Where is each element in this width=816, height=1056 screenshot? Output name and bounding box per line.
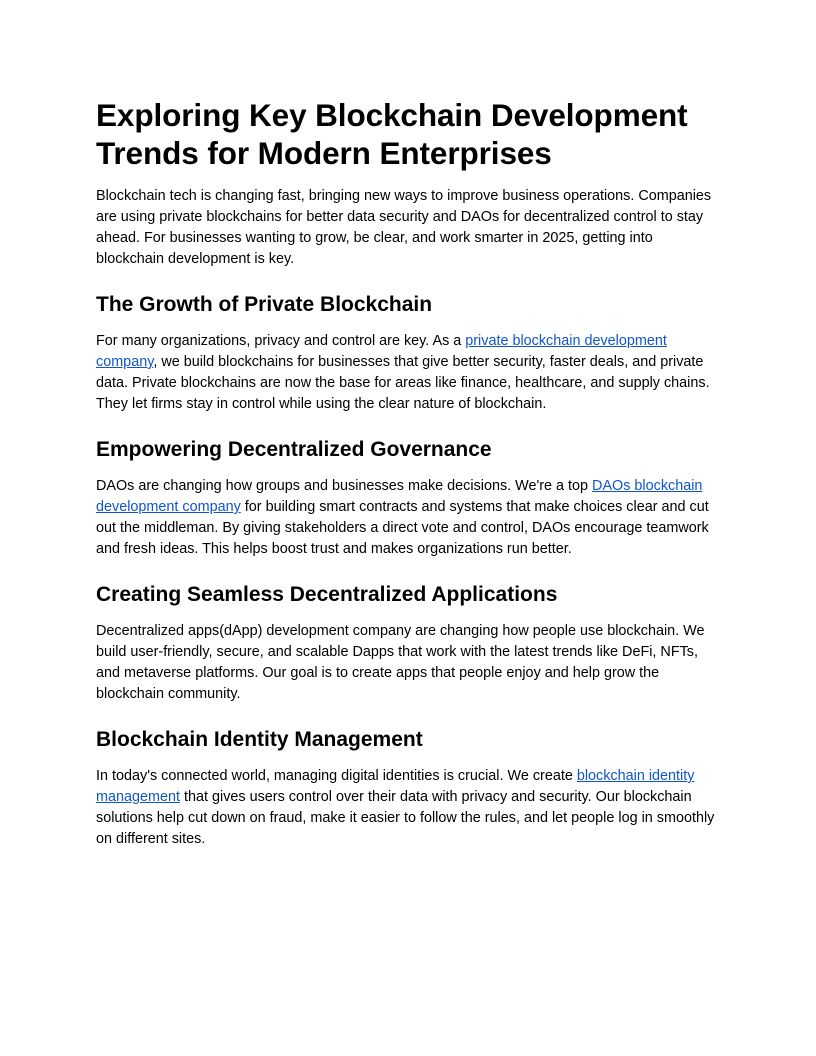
- dao-development-link[interactable]: DAOs blockchain development company: [96, 478, 703, 515]
- decentralized-applications-paragraph: Decentralized apps(dApp) development company are changing how people use blockchain. We build user-friendly, secure, and scalable Dapps that work with the latest trends like DeFi, NFTs, and metaverse platforms. Our goal is to create apps that people enjoy and help grow the blockchain community.: [96, 623, 705, 702]
- private-blockchain-text-before: For many organizations, privacy and control are key. As a: [96, 333, 466, 349]
- section-heading-private-blockchain: The Growth of Private Blockchain: [96, 293, 433, 316]
- section-heading-decentralized-governance: Empowering Decentralized Governance: [96, 438, 492, 461]
- private-blockchain-paragraph: [96, 331, 720, 415]
- private-blockchain-link[interactable]: private blockchain development company: [96, 333, 667, 370]
- dao-text-before: DAOs are changing how groups and businesses make decisions. We're a top: [96, 478, 593, 494]
- identity-text-after: that gives users control over their data with privacy and security. Our blockchain solutions help cut down on fraud, make it easier to follow the rules, and let people log in smoothly on different sites.: [96, 789, 715, 847]
- section-heading-decentralized-applications: Creating Seamless Decentralized Applications: [96, 583, 558, 606]
- decentralized-governance-paragraph: [96, 476, 720, 560]
- section-heading-identity-management: Blockchain Identity Management: [96, 728, 423, 751]
- identity-management-link[interactable]: blockchain identity management: [96, 768, 695, 805]
- dao-text-after: for building smart contracts and systems that make choices clear and cut out the middleman. By giving stakeholders a direct vote and control, DAOs encourage teamwork and fresh ideas. This helps boost trust and makes organizations run better.: [96, 499, 709, 557]
- identity-text-before: In today's connected world, managing digital identities is crucial. We create: [96, 768, 577, 784]
- identity-management-paragraph: [96, 766, 720, 850]
- document-title: Exploring Key Blockchain Development Trends for Modern Enterprises: [96, 97, 688, 171]
- intro-paragraph: Blockchain tech is changing fast, bringing new ways to improve business operations. Companies are using private blockchains for better data security and DAOs for decentralized control to stay ahead. For businesses wanting to grow, be clear, and work smarter in 2025, getting into blockchain development is key.: [96, 188, 712, 267]
- private-blockchain-text-after: , we build blockchains for businesses that give better security, faster deals, and private data. Private blockchains are now the base for areas like finance, healthcare, and supply chains. They let firms stay in control while using the clear nature of blockchain.: [96, 354, 710, 412]
